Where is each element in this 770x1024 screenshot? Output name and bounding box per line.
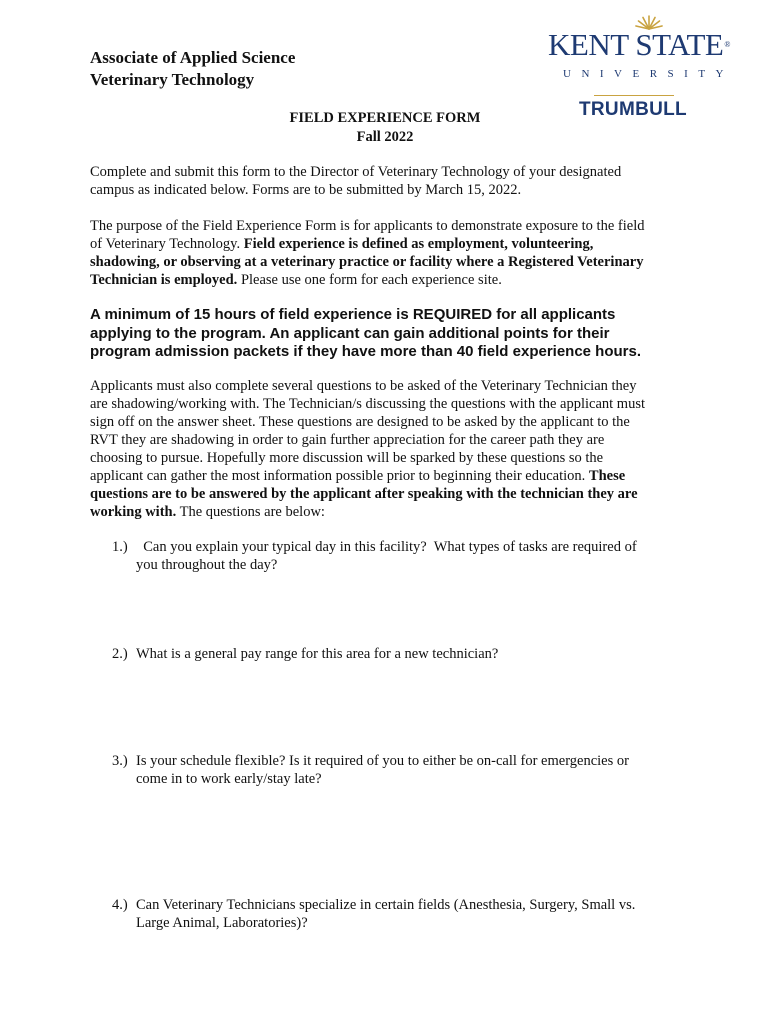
kent-state-trumbull-logo [548,14,732,122]
question-number: 1.) [112,539,128,555]
program-heading [90,47,295,91]
logo-campus: TRUMBULL [579,99,687,120]
question-text: Is your schedule flexible? Is it required of you to either be on-call for emergencies or come in to work early/stay late? [136,753,629,787]
question-text: What is a general pay range for this area for a new technician? [136,646,499,662]
purpose-paragraph: The purpose of the Field Experience Form is for applicants to demonstrate exposure to the field of Veterinary Technology. Field experience is defined as employment, volunteering, shadowing, or observing at a veterinary practice or facility where a Registered Veterinary Technician is employed. Please use one form for each experience site. [90,218,645,288]
logo-divider [594,95,674,96]
question-number: 3.) [112,753,128,769]
logo-university: UNIVERSITY [563,68,734,80]
program-degree: Associate of Applied Science [90,48,296,67]
form-title: FIELD EXPERIENCE FORM [289,110,481,126]
form-term: Fall 2022 [356,129,414,145]
question-text: Can you explain your typical day in this facility? What types of tasks are required of you throughout the day? [136,539,637,573]
requirement-notice: A minimum of 15 hours of field experience is REQUIRED for all applicants applying to the program. An applicant can gain additional points for their program admission packets if they have more than 40 field experience hours. [90,306,642,360]
instructions-paragraph: Complete and submit this form to the Director of Veterinary Technology of your designated campus as indicated below. Forms are to be submitted by March 15, 2022. [90,164,622,198]
program-name: Veterinary Technology [90,70,255,89]
logo-wordmark: KENT STATE® [548,27,730,62]
question-number: 2.) [112,646,128,662]
question-text: Can Veterinary Technicians specialize in certain fields (Anesthesia, Surgery, Small vs. Large Animal, Laboratories)? [136,897,636,931]
questions-intro-paragraph: Applicants must also complete several questions to be asked of the Veterinary Technician they are shadowing/working with. The Technician/s discussing the questions with the applicant must sign off on the answer sheet. These questions are designed to be asked by the applicant to the RVT they are shadowing in order to gain further appreciation for the career path they are choosing to pursue. Hopefully more discussion will be sparked by these questions so the applicant can gather the most information possible prior to beginning their education. These questions are to be answered by the applicant after speaking with the technician they are working with. The questions are below: [90,378,646,520]
question-number: 4.) [112,897,128,913]
